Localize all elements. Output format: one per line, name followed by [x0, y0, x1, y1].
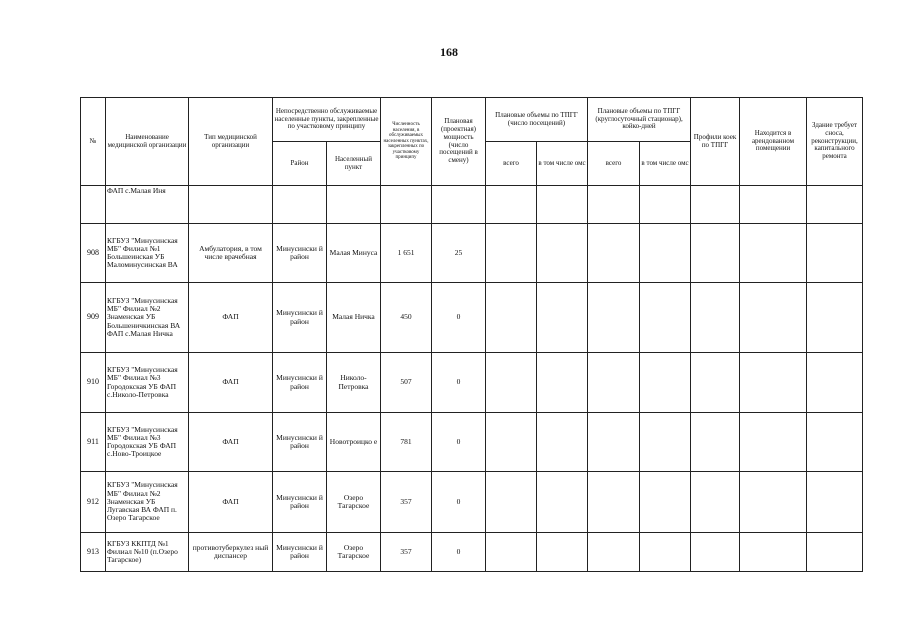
header-repair: Здание требует сноса, реконструкции, капитального ремонта — [807, 98, 863, 186]
row-settlement: Малая Ничка — [327, 283, 381, 353]
table-row — [81, 533, 863, 572]
row-num: 909 — [81, 283, 106, 353]
row-capacity: 0 — [432, 353, 486, 413]
row-type: ФАП — [189, 413, 273, 472]
row-num: 911 — [81, 413, 106, 472]
header-served: Непосредственно обслуживаемые населенные пункты, закрепленные по участковому принципу — [273, 98, 381, 142]
header-profile: Профили коек по ТПГГ — [691, 98, 740, 186]
header-population: Численность населения, в обслуживаемых населенных пунктах, закрепленных по участковому принципу — [381, 98, 432, 186]
row-population: 450 — [381, 283, 432, 353]
table-row — [81, 224, 863, 283]
row-settlement: Озеро Тагарское — [327, 533, 381, 572]
table-row — [81, 472, 863, 533]
row-type: ФАП — [189, 472, 273, 533]
row-name: КГБУЗ "Минусинская МБ" Филиал №1 Большеинская УБ Маломинусинская ВА — [106, 224, 189, 283]
row-settlement: Озеро Тагарское — [327, 472, 381, 533]
table-row — [81, 283, 863, 353]
row-capacity: 25 — [432, 224, 486, 283]
header-num: № — [81, 98, 106, 186]
row-settlement: Малая Минуса — [327, 224, 381, 283]
row-name: КГБУЗ ККПТД №1 Филиал №10 (п.Озеро Тагарское) — [106, 533, 189, 572]
table-row — [81, 353, 863, 413]
row-type: ФАП — [189, 283, 273, 353]
row-capacity: 0 — [432, 533, 486, 572]
row-capacity: 0 — [432, 413, 486, 472]
row-district: Минусински й район — [273, 472, 327, 533]
row-type: противотуберкулез ный диспансер — [189, 533, 273, 572]
row-population: 1 651 — [381, 224, 432, 283]
row-type: Амбулатория, в том числе врачебная — [189, 224, 273, 283]
header-beds-total: всего — [588, 142, 640, 186]
header-capacity: Плановая (проектная) мощность (число посещений в смену) — [432, 98, 486, 186]
row-name: КГБУЗ "Минусинская МБ" Филиал №3 Городокская УБ ФАП с.Николо-Петровка — [106, 353, 189, 413]
row-settlement: Новотроицко е — [327, 413, 381, 472]
row-capacity: 0 — [432, 472, 486, 533]
row-capacity: 0 — [432, 283, 486, 353]
row-population: 357 — [381, 533, 432, 572]
header-settlement: Населенный пункт — [327, 142, 381, 186]
row-name: КГБУЗ "Минусинская МБ" Филиал №2 Знаменская УБ Лугавская ВА ФАП п. Озеро Тагарское — [106, 472, 189, 533]
continuation-name: ФАП с.Малая Иня — [106, 186, 189, 224]
header-name: Наименование медицинской организации — [106, 98, 189, 186]
row-district: Минусински й район — [273, 533, 327, 572]
table-row — [81, 413, 863, 472]
row-population: 781 — [381, 413, 432, 472]
header-district: Район — [273, 142, 327, 186]
header-beds-oms: в том числе омс — [640, 142, 691, 186]
row-population: 357 — [381, 472, 432, 533]
header-beds: Плановые объемы по ТПГГ (круглосуточный стационар), койко-дней — [588, 98, 691, 142]
header-rented: Находится в арендованном помещении — [740, 98, 807, 186]
table-row-continuation — [81, 186, 863, 224]
header-type: Тип медицинской организации — [189, 98, 273, 186]
row-district: Минусински й район — [273, 413, 327, 472]
row-num: 913 — [81, 533, 106, 572]
facilities-table — [80, 97, 863, 572]
row-district: Минусински й район — [273, 353, 327, 413]
row-district: Минусински й район — [273, 283, 327, 353]
row-type: ФАП — [189, 353, 273, 413]
row-num: 908 — [81, 224, 106, 283]
row-name: КГБУЗ "Минусинская МБ" Филиал №3 Городокская УБ ФАП с.Ново-Троицкое — [106, 413, 189, 472]
row-population: 507 — [381, 353, 432, 413]
page-number: 168 — [440, 45, 458, 59]
row-num: 912 — [81, 472, 106, 533]
header-visits: Плановые объемы по ТПГГ (число посещений) — [486, 98, 588, 142]
row-settlement: Николо-Петровка — [327, 353, 381, 413]
row-num: 910 — [81, 353, 106, 413]
row-district: Минусински й район — [273, 224, 327, 283]
row-name: КГБУЗ "Минусинская МБ" Филиал №2 Знаменская УБ Большеничкинская ВА ФАП с.Малая Ничка — [106, 283, 189, 353]
header-visits-oms: в том числе омс — [537, 142, 588, 186]
header-visits-total: всего — [486, 142, 537, 186]
